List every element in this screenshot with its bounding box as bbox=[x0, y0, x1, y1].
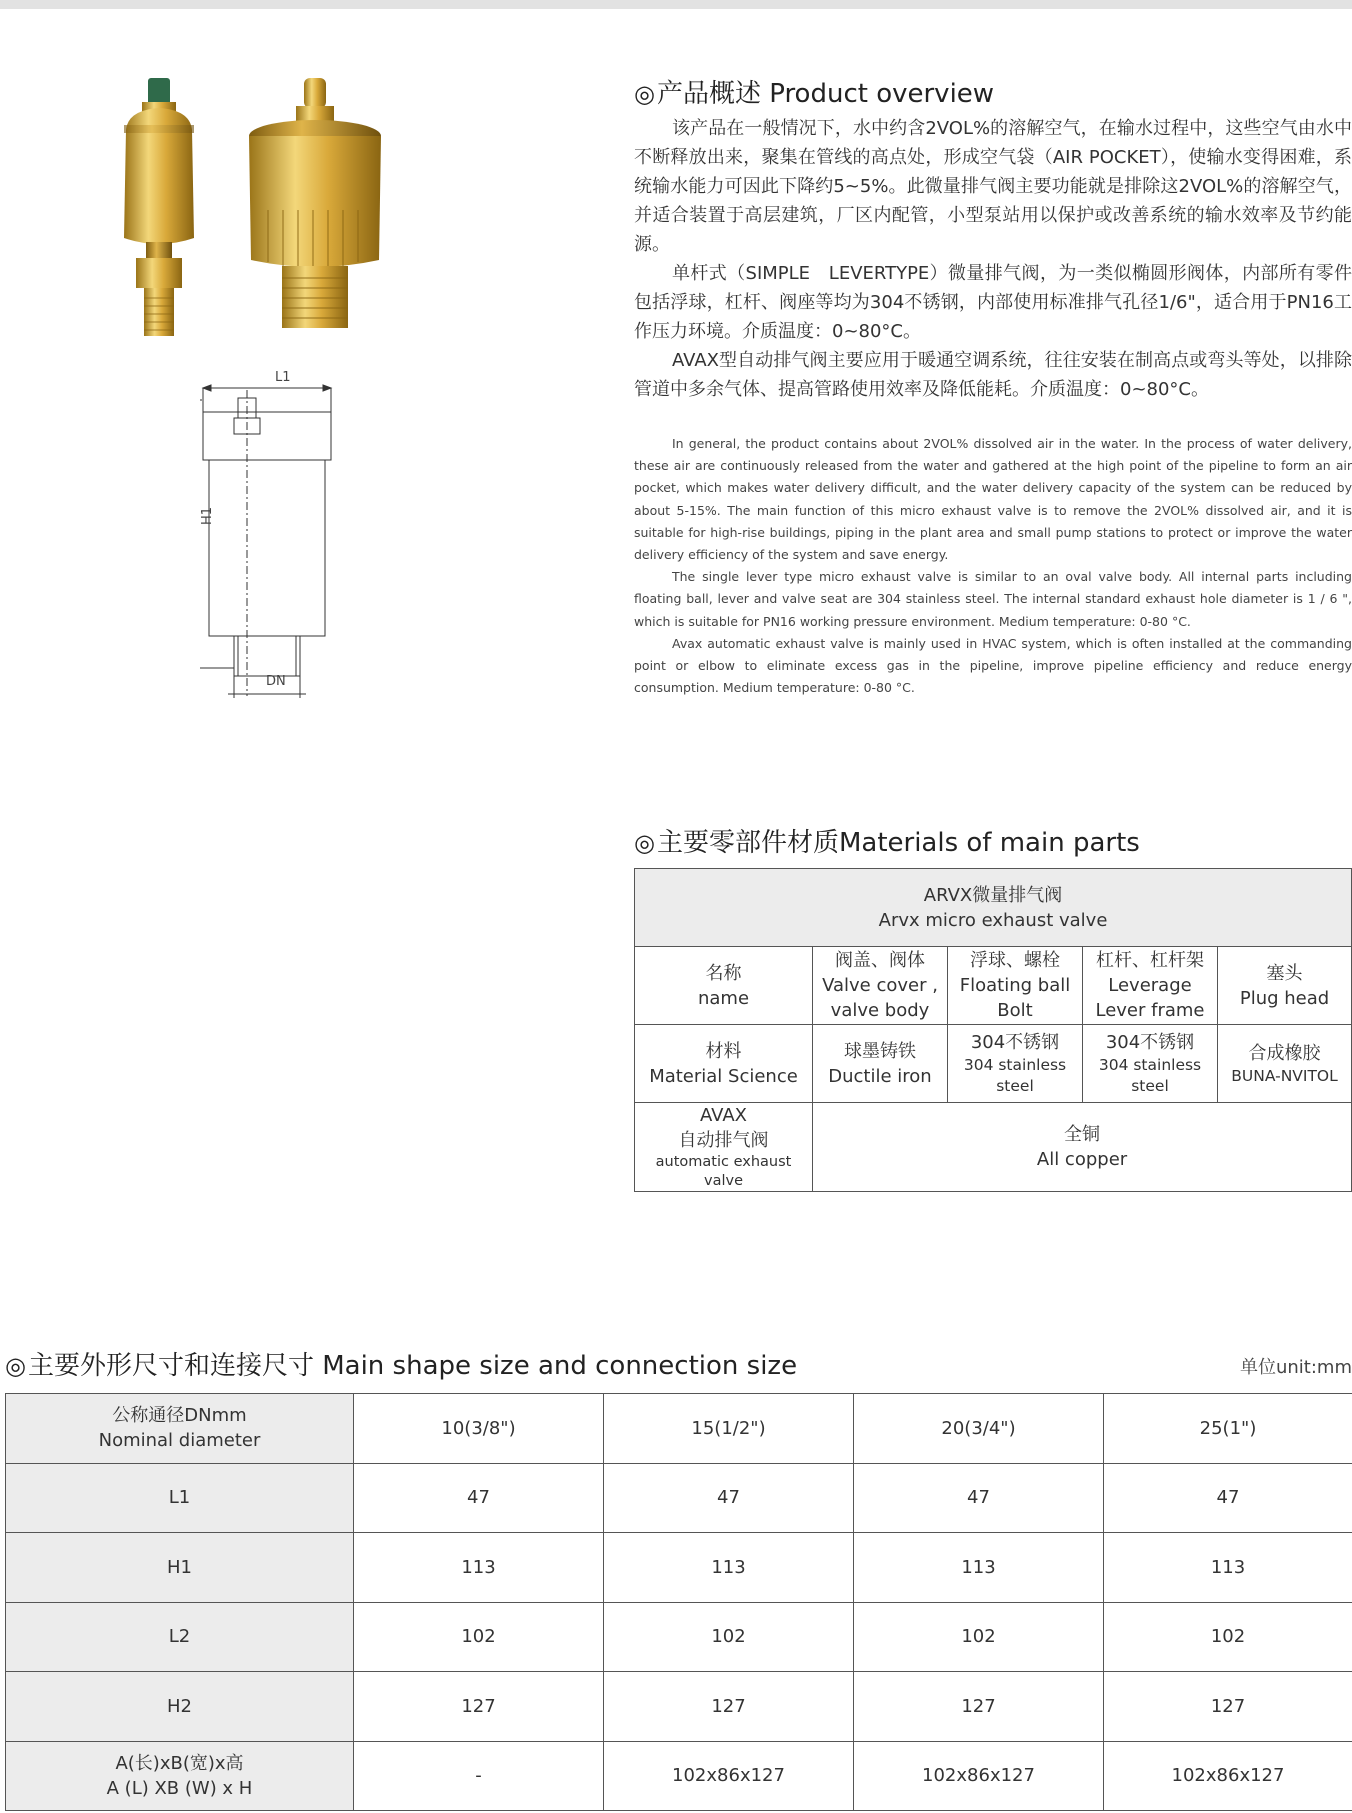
circle-mark-icon: ◎ bbox=[634, 829, 655, 857]
table-cell: 102x86x127 bbox=[1104, 1741, 1352, 1811]
table-cell: 127 bbox=[604, 1672, 854, 1742]
name-label-cell bbox=[635, 947, 813, 1025]
table-cell: 47 bbox=[604, 1463, 854, 1533]
table-cell: 113 bbox=[604, 1533, 854, 1603]
cell-text: valve body bbox=[830, 1000, 930, 1021]
materials-table bbox=[634, 868, 1352, 1192]
cell-text: 材料 bbox=[705, 1040, 742, 1062]
table-cell: 102x86x127 bbox=[604, 1741, 854, 1811]
materials-heading: ◎主要零部件材质Materials of main parts bbox=[634, 828, 1140, 858]
table-cell: 127 bbox=[854, 1672, 1104, 1742]
cell-text: A(长)xB(宽)x高 bbox=[115, 1752, 244, 1774]
overview-en-paragraph: The single lever type micro exhaust valve is similar to an oval valve body. All internal parts including floating ball, lever and valve seat are 304 stainless steel. The internal standard exhaust hole diameter is 1 / 6 ", which is suitable for PN16 working pressure environment. Medium temperature: 0-80 °C. bbox=[634, 569, 1352, 629]
overview-en-paragraph: In general, the product contains about 2VOL% dissolved air in the water. In the process of water delivery, these air are continuously released from the water and gathered at the high point of the pipeline to form an air pocket, which makes water delivery difficult, and the water delivery capacity of the system can be reduced by about 5-15%. The main function of this micro exhaust valve is to remove the 2VOL% dissolved air, and it is suitable for high-rise buildings, piping in the plant area and small pump stations to protect or improve the water delivery efficiency of the system and save energy. bbox=[634, 436, 1352, 563]
cell-text: All copper bbox=[1036, 1149, 1128, 1170]
table-cell: 127 bbox=[1104, 1672, 1352, 1742]
cell-text: 304不锈钢 bbox=[970, 1032, 1060, 1053]
cell-text: 全铜 bbox=[1064, 1124, 1101, 1145]
overview-en-paragraph: Avax automatic exhaust valve is mainly used in HVAC system, which is often installed at the commanding point or elbow to eliminate excess gas in the pipeline, improve pipeline efficiency and reduce energy consumption. Medium temperature: 0-80 °C. bbox=[634, 635, 1352, 696]
table-row bbox=[6, 1394, 1352, 1464]
unit-label: 单位unit:mm bbox=[1239, 1357, 1352, 1378]
table-cell: 25(1") bbox=[1104, 1394, 1352, 1464]
cell-text: 杠杆、杠杆架 bbox=[1096, 950, 1204, 971]
cell-text: 合成橡胶 bbox=[1248, 1042, 1321, 1064]
l1-label: L1 bbox=[275, 370, 291, 385]
material-label-cell bbox=[635, 1025, 813, 1103]
table-cell: 10(3/8") bbox=[354, 1394, 604, 1464]
dimensions-heading: ◎主要外形尺寸和连接尺寸 Main shape size and connection size bbox=[5, 1351, 798, 1381]
header-label-cell bbox=[6, 1394, 354, 1464]
cell-text: 塞头 bbox=[1266, 962, 1303, 984]
table-row bbox=[635, 947, 1352, 1025]
cell-text: Bolt bbox=[997, 1000, 1033, 1021]
table-cell: 47 bbox=[854, 1463, 1104, 1533]
h1-label: H1 bbox=[200, 506, 215, 525]
row-label-cell: H1 bbox=[6, 1533, 354, 1603]
table-row bbox=[635, 1103, 1352, 1192]
table-cell bbox=[948, 947, 1083, 1025]
row-label-cell: L2 bbox=[6, 1602, 354, 1672]
table-cell bbox=[948, 1025, 1083, 1103]
table-row bbox=[635, 1025, 1352, 1103]
cell-text: 304 stainless bbox=[963, 1056, 1067, 1074]
table-cell: 102 bbox=[354, 1602, 604, 1672]
materials-header-cell bbox=[635, 869, 1352, 947]
cell-text: 自动排气阀 bbox=[678, 1130, 769, 1151]
dimensions-table bbox=[5, 1393, 1352, 1811]
cell-text: Floating ball bbox=[959, 975, 1071, 996]
table-cell: 20(3/4") bbox=[854, 1394, 1104, 1464]
table-row bbox=[6, 1741, 1352, 1811]
cell-text: Material Science bbox=[649, 1065, 798, 1087]
overview-cn bbox=[634, 114, 1352, 404]
table-cell bbox=[1083, 1025, 1218, 1103]
overview-cn-paragraph: 该产品在一般情况下，水中约含2VOL%的溶解空气，在输水过程中，这些空气由水中不断释放出来，聚集在管线的高点处，形成空气袋（AIR POCKET），使输水变得困难，系统输水能力可因此下降约5~5%。此微量排气阀主要功能就是排除这2VOL%的溶解空气，并适合装置于高层建筑，厂区内配管，小型泵站用以保护或改善系统的输水效率及节约能源。 bbox=[634, 118, 1352, 255]
table-cell: 102 bbox=[1104, 1602, 1352, 1672]
circle-mark-icon: ◎ bbox=[5, 1352, 26, 1380]
cell-text: 浮球、螺栓 bbox=[970, 950, 1060, 971]
cell-text: automatic exhaust valve bbox=[655, 1154, 792, 1189]
table-cell bbox=[813, 1103, 1352, 1192]
dimension-drawing bbox=[200, 370, 350, 700]
table-cell bbox=[813, 1025, 948, 1103]
table-cell: 127 bbox=[354, 1672, 604, 1742]
table-cell: 102 bbox=[604, 1602, 854, 1672]
cell-text: BUNA-NVITOL bbox=[1231, 1066, 1338, 1085]
cell-text: Valve cover , bbox=[822, 975, 938, 996]
cell-text: steel bbox=[996, 1077, 1034, 1095]
table-cell: 113 bbox=[854, 1533, 1104, 1603]
cell-text: Nominal diameter bbox=[98, 1430, 261, 1452]
table-cell: 113 bbox=[1104, 1533, 1352, 1603]
cell-text: name bbox=[697, 987, 750, 1009]
header-en: Arvx micro exhaust valve bbox=[878, 909, 1108, 931]
table-cell: 102x86x127 bbox=[854, 1741, 1104, 1811]
table-row bbox=[6, 1463, 1352, 1533]
table-row bbox=[6, 1672, 1352, 1742]
table-row bbox=[6, 1533, 1352, 1603]
cell-text: AVAX bbox=[700, 1105, 747, 1126]
cell-text: 名称 bbox=[705, 962, 742, 984]
table-cell bbox=[1083, 947, 1218, 1025]
table-cell: 47 bbox=[354, 1463, 604, 1533]
cell-text: 304不锈钢 bbox=[1105, 1032, 1195, 1053]
product-photo bbox=[118, 70, 418, 350]
top-bar bbox=[0, 0, 1352, 9]
table-cell: 102 bbox=[854, 1602, 1104, 1672]
overview-en bbox=[634, 433, 1352, 699]
table-cell bbox=[1218, 947, 1352, 1025]
table-cell bbox=[813, 947, 948, 1025]
row-label-cell bbox=[6, 1741, 354, 1811]
overview-heading: ◎产品概述 Product overview bbox=[634, 79, 995, 109]
overview-cn-paragraph: 单杆式（SIMPLE LEVERTYPE）微量排气阀，为一类似椭圆形阀体，内部所有零件包括浮球，杠杆、阀座等均为304不锈钢，内部使用标准排气孔径1/6"，适合用于PN16工作压力环境。介质温度：0~80°C。 bbox=[634, 263, 1352, 342]
cell-text: Plug head bbox=[1239, 987, 1330, 1009]
table-cell: 113 bbox=[354, 1533, 604, 1603]
cell-text: Leverage bbox=[1108, 975, 1192, 996]
cell-text: Lever frame bbox=[1095, 1000, 1205, 1021]
table-cell: 15(1/2") bbox=[604, 1394, 854, 1464]
cell-text: steel bbox=[1131, 1077, 1169, 1095]
table-row bbox=[635, 869, 1352, 947]
table-cell: - bbox=[354, 1741, 604, 1811]
row-label-cell: H2 bbox=[6, 1672, 354, 1742]
cell-text: 阀盖、阀体 bbox=[835, 950, 925, 971]
cell-text: 公称通径DNmm bbox=[112, 1405, 247, 1427]
avax-label-cell bbox=[635, 1103, 813, 1192]
row-label-cell: L1 bbox=[6, 1463, 354, 1533]
cell-text: 球墨铸铁 bbox=[844, 1040, 916, 1062]
overview-cn-paragraph: AVAX型自动排气阀主要应用于暖通空调系统，往往安装在制高点或弯头等处，以排除管道中多余气体、提高管路使用效率及降低能耗。介质温度：0~80°C。 bbox=[634, 350, 1352, 400]
table-cell: 47 bbox=[1104, 1463, 1352, 1533]
dn-label: DN bbox=[266, 674, 286, 689]
circle-mark-icon: ◎ bbox=[634, 80, 655, 108]
cell-text: A (L) XB (W) x H bbox=[106, 1777, 253, 1799]
table-cell bbox=[1218, 1025, 1352, 1103]
table-row bbox=[6, 1602, 1352, 1672]
cell-text: Ductile iron bbox=[828, 1065, 932, 1087]
cell-text: 304 stainless bbox=[1098, 1056, 1202, 1074]
header-cn: ARVX微量排气阀 bbox=[923, 884, 1063, 906]
